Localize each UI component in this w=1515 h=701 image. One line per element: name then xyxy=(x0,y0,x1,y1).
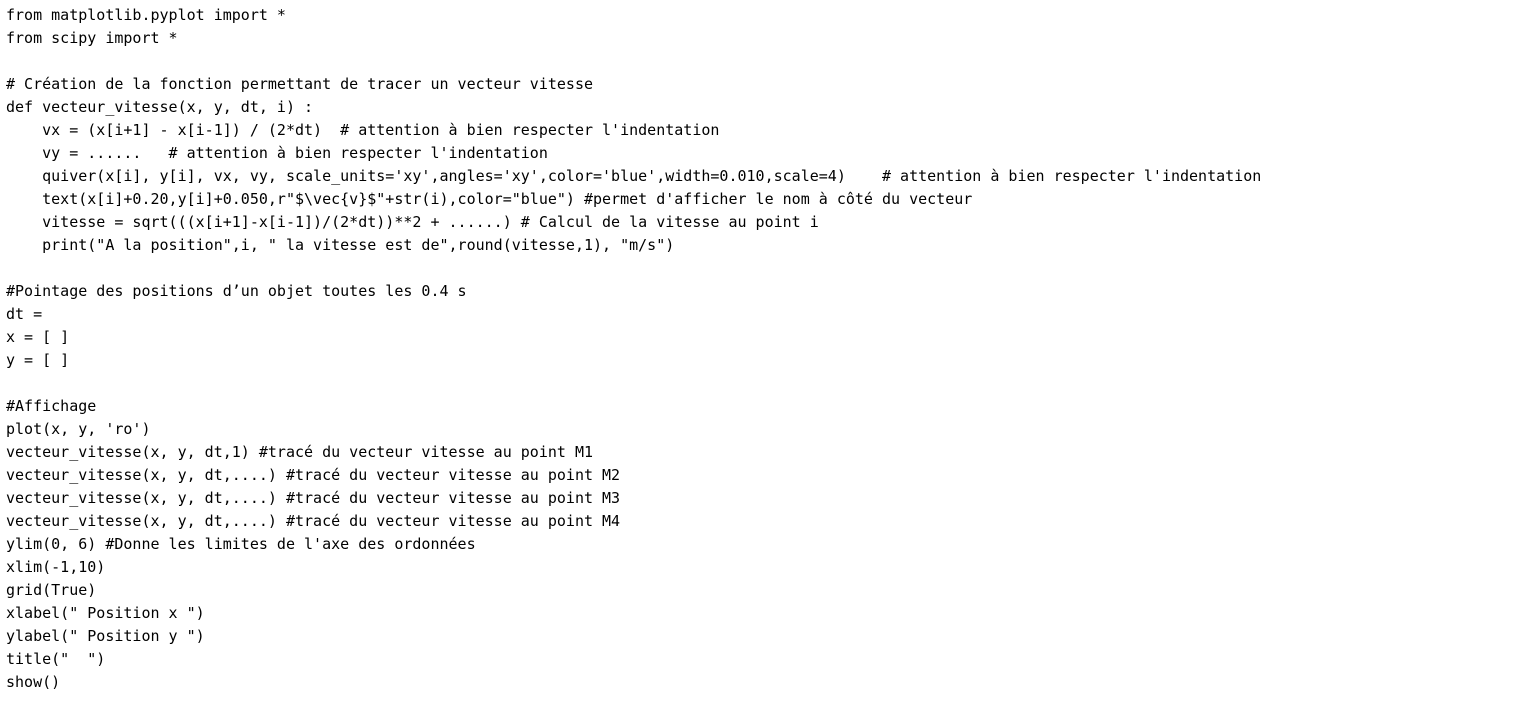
code-line: vecteur_vitesse(x, y, dt,....) #tracé du vecteur vitesse au point M4 xyxy=(6,512,621,530)
code-line: vitesse = sqrt(((x[i+1]-x[i-1])/(2*dt))**2 + ......) # Calcul de la vitesse au point i xyxy=(6,213,819,231)
code-line: vy = ...... # attention à bien respecter l'indentation xyxy=(6,144,548,162)
code-line xyxy=(6,50,1515,73)
code-line: quiver(x[i], y[i], vx, vy, scale_units='xy',angles='xy',color='blue',width=0.010,scale=4) # attention à bien respecter l'indentation xyxy=(6,167,1262,185)
code-line: def vecteur_vitesse(x, y, dt, i) : xyxy=(6,98,314,116)
code-line: # Création de la fonction permettant de tracer un vecteur vitesse xyxy=(6,75,593,93)
code-line: from scipy import * xyxy=(6,29,178,47)
code-line: print("A la position",i, " la vitesse est de",round(vitesse,1), "m/s") xyxy=(6,236,675,254)
code-line: from matplotlib.pyplot import * xyxy=(6,6,286,24)
code-line xyxy=(6,372,1515,395)
code-line: text(x[i]+0.20,y[i]+0.050,r"$\vec{v}$"+str(i),color="blue") #permet d'afficher le nom à côté du vecteur xyxy=(6,190,973,208)
code-line: show() xyxy=(6,673,61,691)
code-line: vecteur_vitesse(x, y, dt,....) #tracé du vecteur vitesse au point M3 xyxy=(6,489,621,507)
code-line: y = [ ] xyxy=(6,351,70,369)
code-line: ylabel(" Position y ") xyxy=(6,627,205,645)
code-line: vx = (x[i+1] - x[i-1]) / (2*dt) # attention à bien respecter l'indentation xyxy=(6,121,720,139)
code-line: ylim(0, 6) #Donne les limites de l'axe des ordonnées xyxy=(6,535,476,553)
code-line: x = [ ] xyxy=(6,328,70,346)
code-line: xlim(-1,10) xyxy=(6,558,106,576)
code-line xyxy=(6,257,1515,280)
code-line: dt = xyxy=(6,305,43,323)
code-line: grid(True) xyxy=(6,581,97,599)
code-line: vecteur_vitesse(x, y, dt,....) #tracé du vecteur vitesse au point M2 xyxy=(6,466,621,484)
code-line: title(" ") xyxy=(6,650,106,668)
code-line: plot(x, y, 'ro') xyxy=(6,420,151,438)
code-line: vecteur_vitesse(x, y, dt,1) #tracé du vecteur vitesse au point M1 xyxy=(6,443,593,461)
code-line: xlabel(" Position x ") xyxy=(6,604,205,622)
code-line: #Pointage des positions d’un objet toutes les 0.4 s xyxy=(6,282,467,300)
code-line: #Affichage xyxy=(6,397,97,415)
